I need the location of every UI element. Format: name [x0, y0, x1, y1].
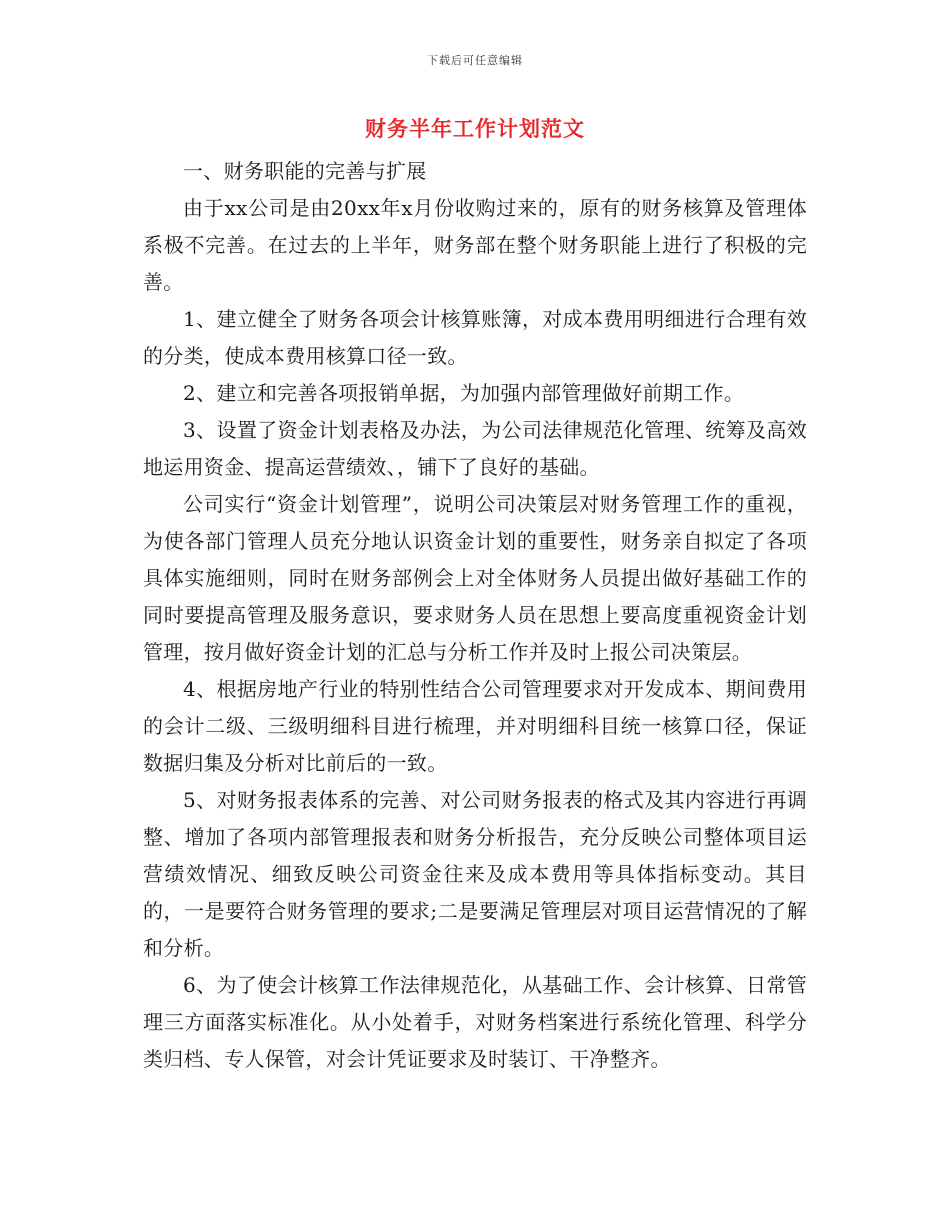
list-item: 5、对财务报表体系的完善、对公司财务报表的格式及其内容进行再调整、增加了各项内部管理报表和财务分析报告，充分反映公司整体项目运营绩效情况、细致反映公司资金往来及成本费用等具体指标变动。其目的，一是要符合财务管理的要求;二是要满足管理层对项目运营情况的了解和分析。	[143, 788, 807, 960]
document-title: 财务半年工作计划范文	[365, 116, 585, 141]
paragraph: 公司实行“资金计划管理”，说明公司决策层对财务管理工作的重视，为使各部门管理人员充分地认识资金计划的重要性，财务亲自拟定了各项具体实施细则，同时在财务部例会上对全体财务人员提出做好基础工作的同时要提高管理及服务意识，要求财务人员在思想上要高度重视资金计划管理，按月做好资金计划的汇总与分析工作并及时上报公司决策层。	[143, 492, 807, 664]
list-item: 4、根据房地产行业的特别性结合公司管理要求对开发成本、期间费用的会计二级、三级明细科目进行梳理，并对明细科目统一核算口径，保证数据归集及分析对比前后的一致。	[143, 677, 807, 775]
page-header-note: 下载后可任意编辑	[427, 54, 523, 67]
paragraph: 由于xx公司是由20xx年x月份收购过来的，原有的财务核算及管理体系极不完善。在过去的上半年，财务部在整个财务职能上进行了积极的完善。	[143, 196, 807, 294]
list-item: 6、为了使会计核算工作法律规范化，从基础工作、会计核算、日常管理三方面落实标准化。从小处着手，对财务档案进行系统化管理、科学分类归档、专人保管，对会计凭证要求及时装订、干净整齐。	[143, 973, 807, 1071]
list-item: 2、建立和完善各项报销单据，为加强内部管理做好前期工作。	[183, 381, 745, 405]
document-body	[143, 153, 807, 1078]
section-heading: 一、财务职能的完善与扩展	[183, 159, 427, 183]
list-item: 1、建立健全了财务各项会计核算账簿，对成本费用明细进行合理有效的分类，使成本费用核算口径一致。	[143, 307, 807, 368]
list-item: 3、设置了资金计划表格及办法，为公司法律规范化管理、统筹及高效地运用资金、提高运营绩效、，铺下了良好的基础。	[143, 418, 807, 479]
